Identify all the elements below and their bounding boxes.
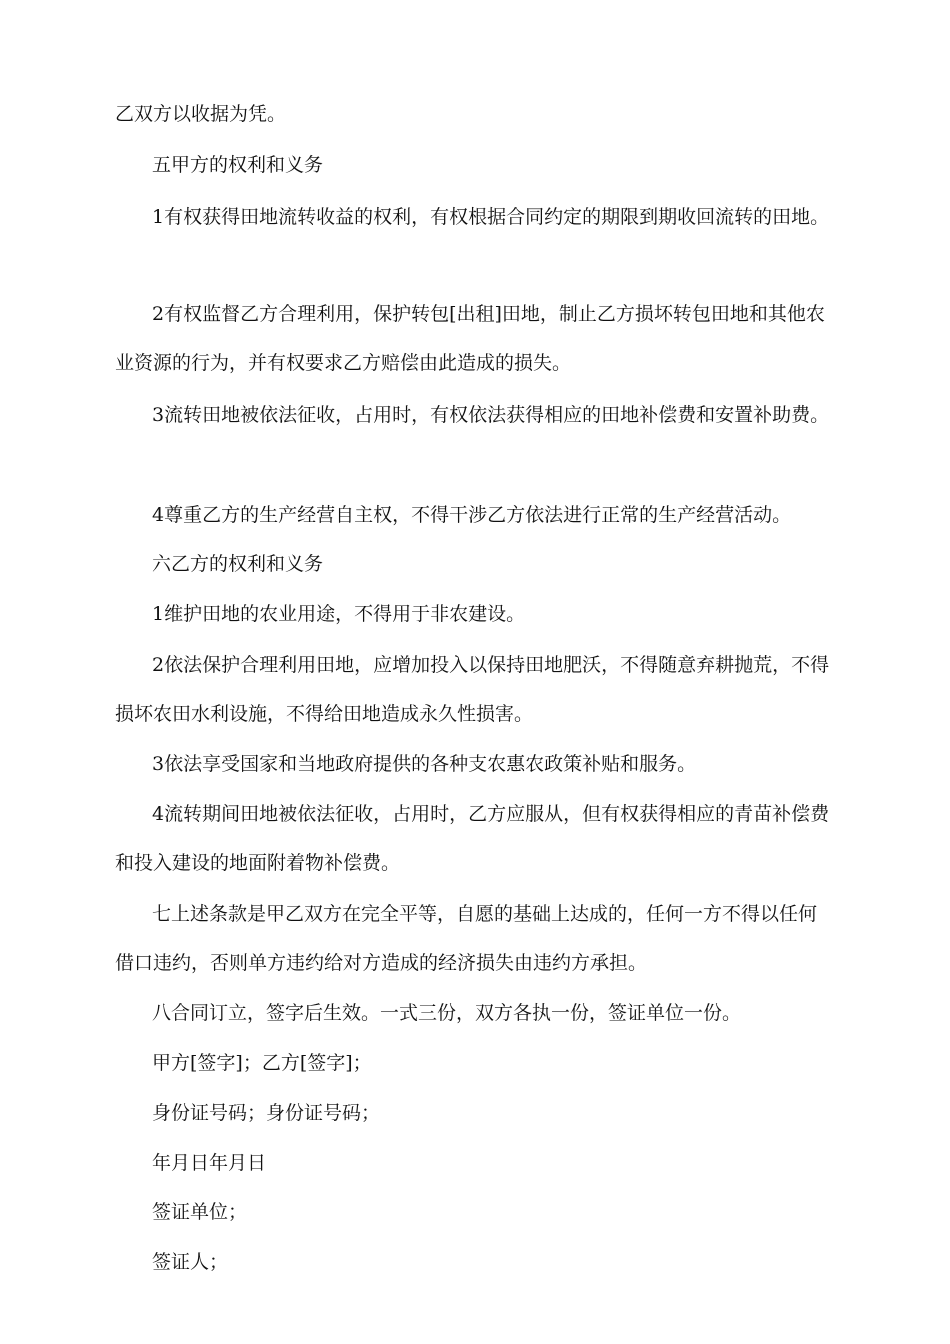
paragraph-line: 4流转期间田地被依法征收，占用时，乙方应服从，但有权获得相应的青苗补偿费 [152,803,830,825]
date-line: 年月日年月日 [152,1152,267,1174]
paragraph-line: 4尊重乙方的生产经营自主权，不得干涉乙方依法进行正常的生产经营活动。 [152,504,792,526]
paragraph-line: 1有权获得田地流转收益的权利，有权根据合同约定的期限到期收回流转的田地。 [152,206,830,228]
paragraph-line: 七上述条款是甲乙双方在完全平等，自愿的基础上达成的，任何一方不得以任何 [152,903,818,925]
paragraph-line: 业资源的行为，并有权要求乙方赔偿由此造成的损失。 [115,352,572,374]
section-heading: 六乙方的权利和义务 [152,553,324,575]
paragraph-line: 八合同订立，签字后生效。一式三份，双方各执一份，签证单位一份。 [152,1002,742,1024]
paragraph-line: 2有权监督乙方合理利用，保护转包[出租]田地，制止乙方损坏转包田地和其他农 [152,303,825,325]
signature-line: 甲方[签字]；乙方[签字]； [152,1052,372,1074]
paragraph-line: 3流转田地被依法征收，占用时，有权依法获得相应的田地补偿费和安置补助费。 [152,404,830,426]
certifying-unit-line: 签证单位； [152,1201,248,1223]
paragraph-line: 2依法保护合理利用田地，应增加投入以保持田地肥沃，不得随意弃耕抛荒，不得 [152,654,830,676]
paragraph-line: 和投入建设的地面附着物补偿费。 [115,852,401,874]
section-heading: 五甲方的权利和义务 [152,154,324,176]
id-number-line: 身份证号码；身份证号码； [152,1102,381,1124]
certifier-line: 签证人； [152,1251,229,1273]
paragraph-line: 乙双方以收据为凭。 [115,103,287,125]
paragraph-line: 借口违约，否则单方违约给对方造成的经济损失由违约方承担。 [115,952,648,974]
paragraph-line: 损坏农田水利设施，不得给田地造成永久性损害。 [115,703,534,725]
paragraph-line: 1维护田地的农业用途，不得用于非农建设。 [152,603,526,625]
paragraph-line: 3依法享受国家和当地政府提供的各种支农惠农政策补贴和服务。 [152,753,697,775]
